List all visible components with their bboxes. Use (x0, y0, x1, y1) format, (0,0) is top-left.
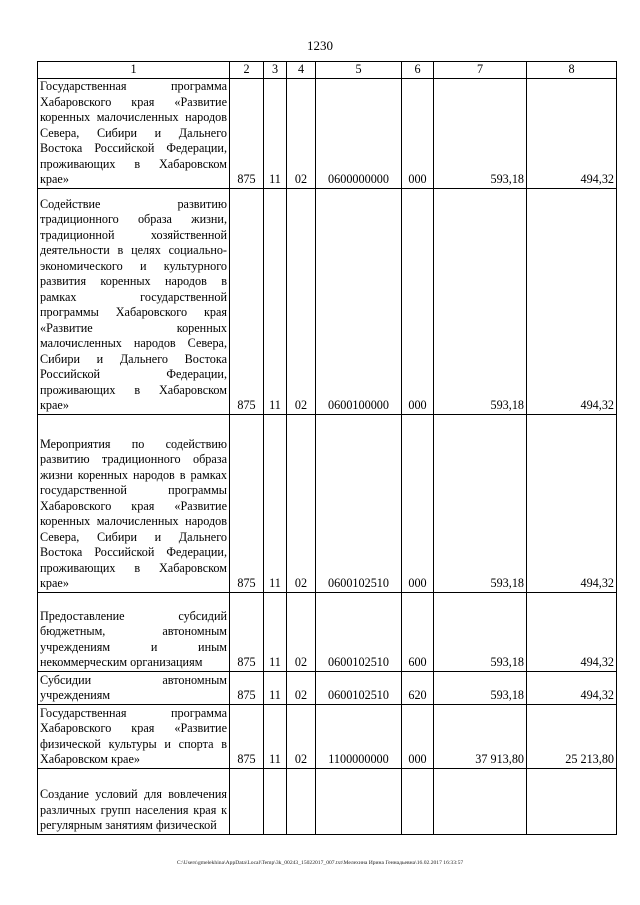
cell-c3: 11 (264, 704, 287, 768)
cell-c7: 37 913,80 (434, 704, 527, 768)
cell-c7: 593,18 (434, 78, 527, 188)
cell-c5: 0600102510 (316, 671, 402, 704)
cell-c6: 000 (402, 188, 434, 414)
cell-c5: 0600102510 (316, 414, 402, 592)
cell-c7: 593,18 (434, 414, 527, 592)
cell-c3 (264, 768, 287, 834)
row-name: Предоставление субсидий бюджетным, автономным учреждениям и иным некоммерческим организациям (38, 592, 230, 671)
table-row (38, 78, 617, 188)
cell-c8: 494,32 (527, 414, 617, 592)
cell-c2: 875 (230, 78, 264, 188)
cell-c8: 494,32 (527, 671, 617, 704)
cell-c6: 600 (402, 592, 434, 671)
file-path-footer: C:\Users\gmelekhina\AppData\Local\Temp\3k_00243_15022017_007.txt\Мелехина Ирина Геннадьевна\16.02.2017 16:33:57 (176, 860, 464, 866)
cell-c6: 620 (402, 671, 434, 704)
table-row (38, 671, 617, 704)
cell-c2: 875 (230, 414, 264, 592)
budget-table (37, 61, 617, 835)
row-name: Государственная программа Хабаровского края «Развитие коренных малочисленных народов Севера, Сибири и Дальнего Востока Российской Федерации, проживающих в Хабаровском крае» (38, 78, 230, 188)
cell-c7: 593,18 (434, 592, 527, 671)
cell-c3: 11 (264, 671, 287, 704)
cell-c3: 11 (264, 592, 287, 671)
col-header-4: 4 (287, 62, 316, 79)
cell-c8: 494,32 (527, 188, 617, 414)
col-header-8: 8 (527, 62, 617, 79)
cell-c5 (316, 768, 402, 834)
cell-c3: 11 (264, 78, 287, 188)
cell-c5: 0600000000 (316, 78, 402, 188)
cell-c5: 0600102510 (316, 592, 402, 671)
cell-c4: 02 (287, 414, 316, 592)
header-row (38, 62, 617, 79)
cell-c6: 000 (402, 414, 434, 592)
cell-c4: 02 (287, 188, 316, 414)
cell-c2: 875 (230, 704, 264, 768)
page-number: 1230 (307, 38, 333, 53)
cell-c8: 494,32 (527, 78, 617, 188)
col-header-6: 6 (402, 62, 434, 79)
table-row (38, 414, 617, 592)
cell-c6: 000 (402, 704, 434, 768)
cell-c2: 875 (230, 671, 264, 704)
cell-c4 (287, 768, 316, 834)
row-name: Содействие развитию традиционного образа жизни, традиционной хозяйственной деятельности в целях социально-экономического и культурного развития коренных народов в рамках государственной программы Хабаровского края «Развитие коренных малочисленных народов Севера, Сибири и Дальнего Востока Российской Федерации, проживающих в Хабаровском крае» (38, 188, 230, 414)
cell-c3: 11 (264, 188, 287, 414)
cell-c5: 0600100000 (316, 188, 402, 414)
cell-c7: 593,18 (434, 671, 527, 704)
table-row (38, 188, 617, 414)
cell-c2: 875 (230, 188, 264, 414)
cell-c8: 494,32 (527, 592, 617, 671)
cell-c4: 02 (287, 592, 316, 671)
col-header-1: 1 (38, 62, 230, 79)
cell-c7: 593,18 (434, 188, 527, 414)
cell-c4: 02 (287, 671, 316, 704)
col-header-5: 5 (316, 62, 402, 79)
cell-c4: 02 (287, 78, 316, 188)
cell-c4: 02 (287, 704, 316, 768)
table-row (38, 592, 617, 671)
cell-c6 (402, 768, 434, 834)
row-name: Мероприятия по содействию развитию традиционного образа жизни коренных народов в рамках государственной программы Хабаровского края «Развитие коренных малочисленных народов Севера, Сибири и Дальнего Востока Российской Федерации, проживающих в Хабаровском крае» (38, 414, 230, 592)
cell-c5: 1100000000 (316, 704, 402, 768)
row-name: Создание условий для вовлечения различных групп населения края к регулярным занятиям физической (38, 768, 230, 834)
row-name: Субсидии автономным учреждениям (38, 671, 230, 704)
cell-c6: 000 (402, 78, 434, 188)
cell-c2: 875 (230, 592, 264, 671)
col-header-7: 7 (434, 62, 527, 79)
table-row (38, 704, 617, 768)
table-row (38, 768, 617, 834)
cell-c2 (230, 768, 264, 834)
row-name: Государственная программа Хабаровского края «Развитие физической культуры и спорта в Хабаровском крае» (38, 704, 230, 768)
col-header-3: 3 (264, 62, 287, 79)
cell-c8: 25 213,80 (527, 704, 617, 768)
cell-c7 (434, 768, 527, 834)
col-header-2: 2 (230, 62, 264, 79)
cell-c3: 11 (264, 414, 287, 592)
cell-c8 (527, 768, 617, 834)
